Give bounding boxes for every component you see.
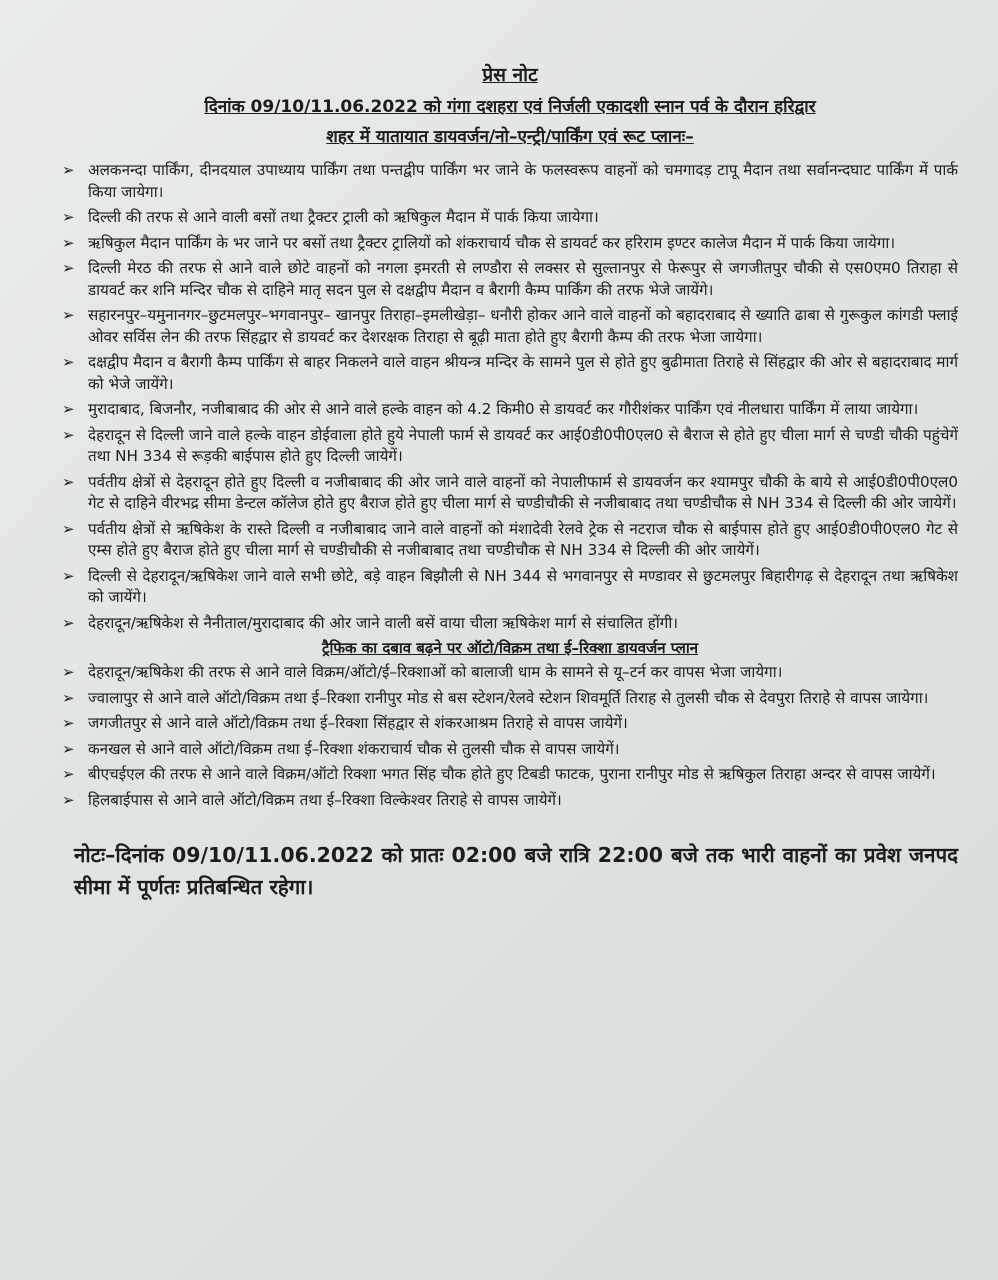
heavy-vehicle-note: नोटः–दिनांक 09/10/11.06.2022 को प्रातः 02:00 बजे रात्रि 22:00 बजे तक भारी वाहनों का प्रवेश जनपद सीमा में पूर्णतः प्रतिबन्धित रहेगा। (74, 843, 958, 899)
list-item: ➢ अलकनन्दा पार्किंग, दीनदयाल उपाध्याय पार्किंग तथा पन्तद्वीप पार्किंग भर जाने के फलस्वरूप वाहनों को चमगादड़ टापू मैदान तथा सर्वानन्दघाट पार्किंग में पार्क किया जायेगा। (62, 161, 958, 201)
list-item: ➢ दिल्ली मेरठ की तरफ से आने वाले छोटे वाहनों को नगला इमरती से लण्डौरा से लक्सर से सुल्तानपुर से फेरूपुर से जगजीतपुर चौकी से एस0एम0 तिराहा से डायवर्ट कर शनि मन्दिर चौक से दाहिने मातृ सदन पुल से दक्षद्वीप मैदान व बैरागी कैम्प पार्किंग की तरफ भेजे जायेंगे। (62, 259, 958, 299)
arrow-bullet-icon: ➢ (62, 259, 75, 277)
list-item: ➢ बीएचईएल की तरफ से आने वाले विक्रम/ऑटो रिक्शा भगत सिंह चौक होते हुए टिबडी फाटक, पुराना रानीपुर मोड से ऋषिकुल तिराहा अन्दर से वापस जायेगें। (62, 764, 958, 786)
list-item: ➢ मुरादाबाद, बिजनौर, नजीबाबाद की ओर से आने वाले हल्के वाहन को 4.2 किमी0 से डायवर्ट कर गौरीशंकर पार्किंग एवं नीलधारा पार्किंग में लाया जायेगा। (62, 399, 958, 421)
arrow-bullet-icon: ➢ (62, 790, 75, 809)
list-item: ➢ ज्वालापुर से आने वाले ऑटो/विक्रम तथा ई–रिक्शा रानीपुर मोड से बस स्टेशन/रेलवे स्टेशन शिवमूर्ति तिराह से तुलसी चौक से देवपुरा तिराहे से वापस जायेगा। (62, 688, 958, 710)
arrow-bullet-icon: ➢ (62, 688, 75, 707)
list-item: ➢ देहरादून/ऋषिकेश की तरफ से आने वाले विक्रम/ऑटो/ई–रिक्शाओं को बालाजी धाम के सामने से यू–टर्न कर वापस भेजा जायेगा। (62, 662, 958, 684)
arrow-bullet-icon: ➢ (62, 613, 75, 632)
press-note-title: प्रेस नोट (482, 64, 538, 86)
list-item: ➢ सहारनपुर–यमुनानगर–छुटमलपुर–भगवानपुर– खानपुर तिराहा–इमलीखेड़ा– धनौरी होकर आने वाले वाहनों को बहादराबाद से ख्याति ढाबा से गुरूकुल कांगडी फ्लाई ओवर सर्विस लेन की तरफ सिंहद्वार से डायवर्ट कर देशरक्षक तिराहा से बूढ़ी माता होते हुए बैरागी कैम्प की तरफ भेजा जायेगा। (62, 306, 958, 346)
arrow-bullet-icon: ➢ (62, 714, 75, 732)
list-item: ➢ देहरादून से दिल्ली जाने वाले हल्के वाहन डोईवाला होते हुये नेपाली फार्म से डायवर्ट कर आई0डी0पी0एल0 से बैराज से होते हुए चीला मार्ग से चण्डी चौकी पहुंचेगें तथा NH 334 से रूड़की बाईपास होते हुए दिल्ली जायेगें। (62, 425, 958, 465)
traffic-section-heading: ट्रैफिक का दबाव बढ़ने पर ऑटो/विक्रम तथा ई–रिक्शा डायवर्जन प्लान (321, 639, 699, 657)
arrow-bullet-icon: ➢ (62, 208, 75, 226)
list-item: ➢ कनखल से आने वाले ऑटो/विक्रम तथा ई–रिक्शा शंकराचार्य चौक से तुलसी चौक से वापस जायेगें। (62, 739, 958, 761)
list-item: ➢ देहरादून/ऋषिकेश से नैनीताल/मुरादाबाद की ओर जाने वाली बसें वाया चीला ऋषिकेश मार्ग से संचालित होंगी। (62, 613, 958, 635)
heading-line-1: दिनांक 09/10/11.06.2022 को गंगा दशहरा एवं निर्जली एकादशी स्नान पर्व के दौरान हरिद्वार (204, 97, 816, 117)
arrow-bullet-icon: ➢ (62, 161, 75, 179)
arrow-bullet-icon: ➢ (62, 425, 75, 444)
diversion-list (62, 160, 958, 634)
arrow-bullet-icon: ➢ (62, 739, 75, 758)
arrow-bullet-icon: ➢ (62, 233, 75, 252)
arrow-bullet-icon: ➢ (62, 765, 75, 783)
list-item: ➢ जगजीतपुर से आने वाले ऑटो/विक्रम तथा ई–रिक्शा सिंहद्वार से शंकरआश्रम तिराहे से वापस जायेगें। (62, 713, 958, 735)
arrow-bullet-icon: ➢ (62, 353, 75, 371)
list-item: ➢ दक्षद्वीप मैदान व बैरागी कैम्प पार्किंग से बाहर निकलने वाले वाहन श्रीयन्त्र मन्दिर के सामने पुल से होते हुए बुढीमाता तिराहे से सिंहद्वार की ओर से बहादराबाद मार्ग को भेजे जायेंगे। (62, 353, 958, 393)
arrow-bullet-icon: ➢ (62, 472, 75, 491)
list-item: ➢ दिल्ली की तरफ से आने वाली बसों तथा ट्रैक्टर ट्राली को ऋषिकुल मैदान में पार्क किया जायेगा। (62, 207, 958, 229)
list-item: ➢ हिलबाईपास से आने वाले ऑटो/विक्रम तथा ई–रिक्शा विल्केश्वर तिराहे से वापस जायेगें। (62, 790, 958, 812)
list-item: ➢ पर्वतीय क्षेत्रों से देहरादून होते हुए दिल्ली व नजीबाबाद की ओर जाने वाले वाहनों को नेपालीफार्म से डायवर्जन कर श्यामपुर चौकी के बाये से आई0डी0पी0एल0 गेट से दाहिने वीरभद्र सीमा डेन्टल कॉलेज होते हुए बैराज होते हुए चीला मार्ग से चण्डीचौकी से नजीबाबाद तथा चण्डीचौक से NH 334 से दिल्ली की ओर जायेगें। (62, 472, 958, 512)
list-item: ➢ पर्वतीय क्षेत्रों से ऋषिकेश के रास्ते दिल्ली व नजीबाबाद जाने वाले वाहनों को मंशादेवी रेलवे ट्रेक से नटराज चौक से बाईपास होते हुए आई0डी0पी0एल0 गेट से एम्स होते हुए बैराज होते हुए चीला मार्ग से चण्डीचौकी से नजीबाबाद तथा चण्डीचौक से NH 334 से दिल्ली की ओर जायेगें। (62, 519, 958, 559)
heading-line-2: शहर में यातायात डायवर्जन/नो–एन्ट्री/पार्किंग एवं रूट प्लानः– (326, 127, 694, 147)
list-item: ➢ ऋषिकुल मैदान पार्किंग के भर जाने पर बसों तथा ट्रैक्टर ट्रालियों को शंकराचार्य चौक से डायवर्ट कर हरिराम इण्टर कालेज मैदान में पार्क किया जायेगा। (62, 233, 958, 255)
list-item: ➢ दिल्ली से देहरादून/ऋषिकेश जाने वाले सभी छोटे, बड़े वाहन बिझौली से NH 344 से भगवानपुर से मण्डावर से छुटमलपुर बिहारीगढ़ से देहरादून तथा ऋषिकेश को जायेंगे। (62, 566, 958, 606)
arrow-bullet-icon: ➢ (62, 306, 75, 324)
arrow-bullet-icon: ➢ (62, 400, 75, 418)
arrow-bullet-icon: ➢ (62, 663, 75, 681)
arrow-bullet-icon: ➢ (62, 519, 75, 538)
arrow-bullet-icon: ➢ (62, 566, 75, 585)
auto-diversion-list (62, 662, 958, 811)
